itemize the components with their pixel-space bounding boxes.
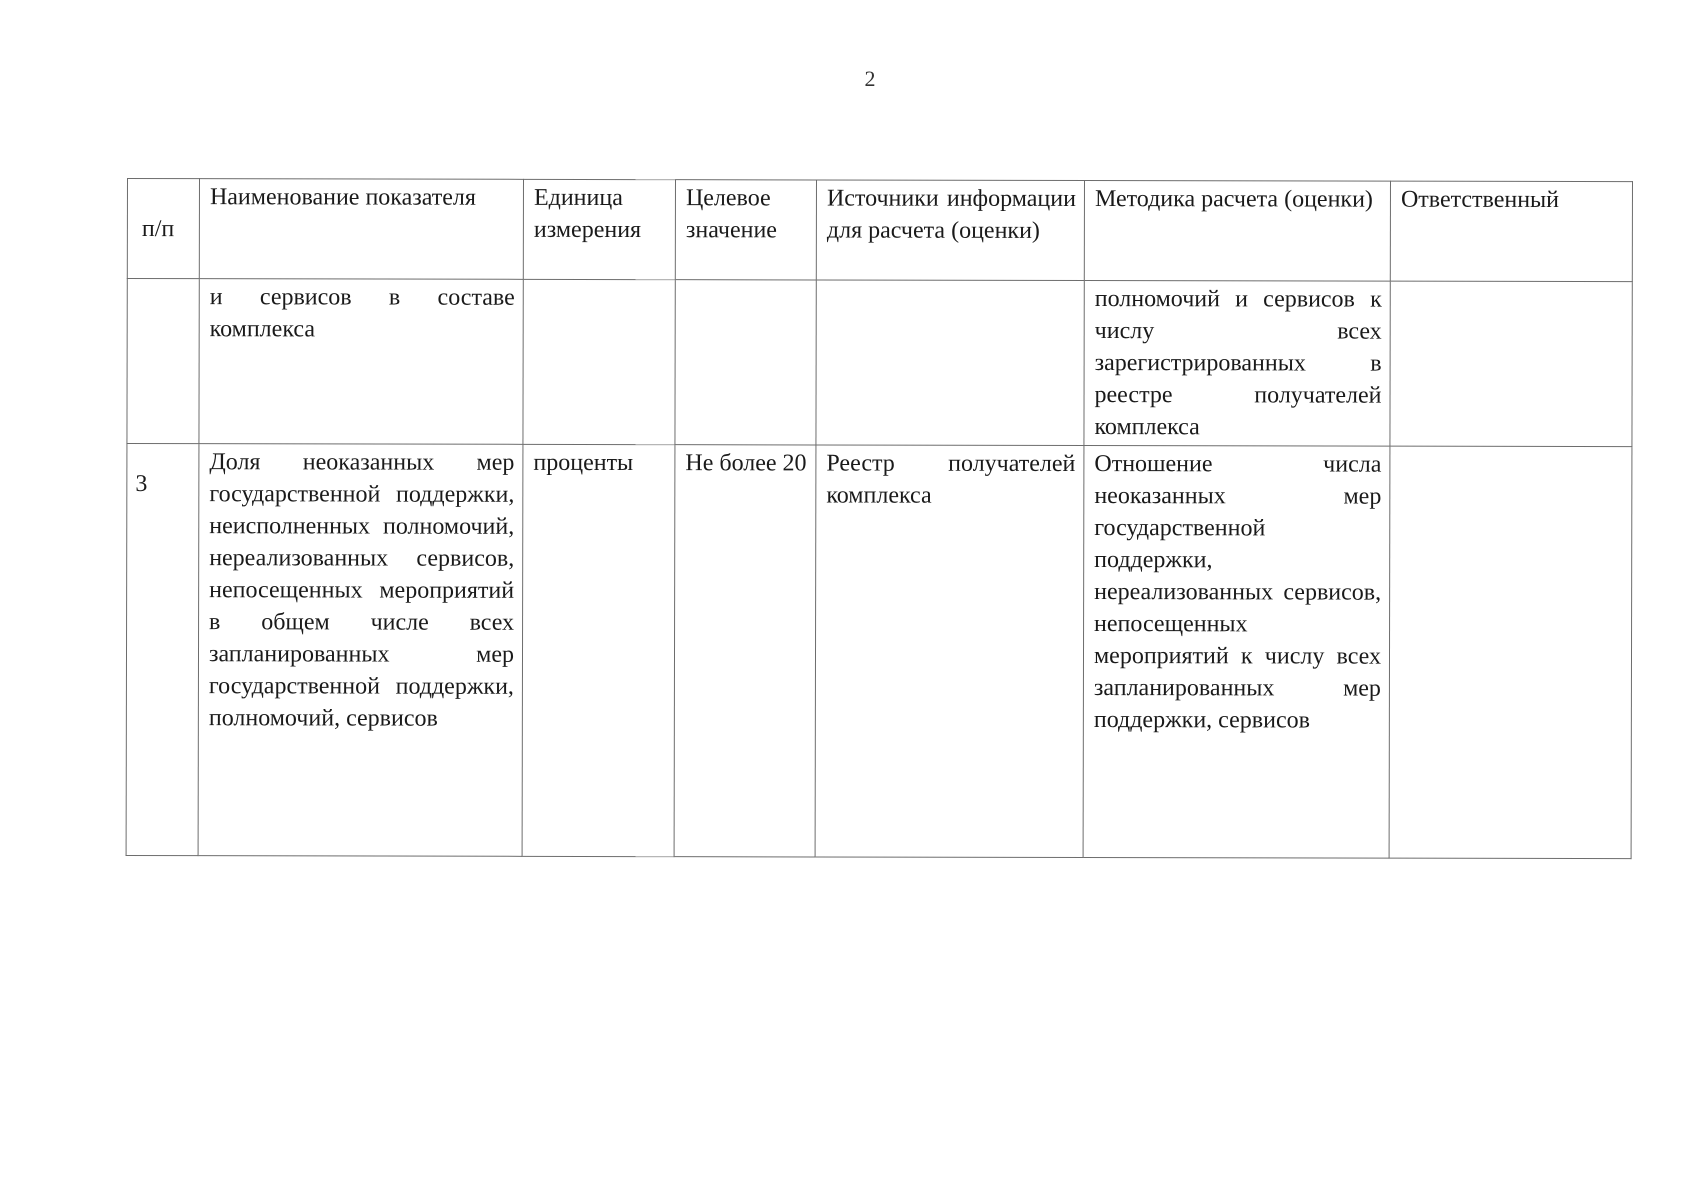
cell-unit: [523, 279, 675, 444]
cell-responsible: [1389, 446, 1632, 859]
cell-responsible: [1390, 281, 1632, 447]
cell-unit: проценты: [522, 444, 675, 856]
cell-method: полномочий и сервисов к числу всех зарегистрированных в реестре получателей комплекса: [1084, 281, 1390, 447]
table-row-3: [126, 444, 1632, 859]
cell-source: Реестр получателей комплекса: [815, 445, 1084, 858]
header-source: Источники информации для расчета (оценки): [816, 180, 1084, 281]
header-target: Целевое значение: [675, 180, 816, 280]
header-method: Методика расчета (оценки): [1084, 181, 1390, 282]
indicators-table-wrapper: [126, 178, 1632, 859]
cell-num: 3: [126, 444, 199, 856]
indicators-table: [126, 178, 1633, 859]
cell-name: и сервисов в составе комплекса: [199, 279, 523, 445]
header-num: п/п: [127, 179, 199, 279]
cell-name: Доля неоказанных мер государственной поддержки, неисполненных полномочий, нереализованных сервисов, непосещенных мероприятий в общем числе всех запланированных мер государственной поддержки, полномочий, сервисов: [198, 444, 523, 857]
cell-source: [816, 280, 1084, 446]
cell-target: Не более 20: [674, 445, 816, 857]
header-responsible: Ответственный: [1390, 181, 1632, 282]
table-row-continuation: [127, 279, 1632, 447]
cell-num: [127, 279, 199, 444]
cell-method: Отношение числа неоказанных мер государственной поддержки, нереализованных сервисов, непосещенных мероприятий к числу всех запланированных мер поддержки, сервисов: [1083, 446, 1390, 859]
table-header-row: [127, 179, 1632, 282]
cell-target: [675, 280, 816, 445]
header-unit: Единица измерения: [523, 179, 675, 279]
page-number: 2: [864, 66, 876, 91]
header-name: Наименование показателя: [199, 179, 523, 280]
